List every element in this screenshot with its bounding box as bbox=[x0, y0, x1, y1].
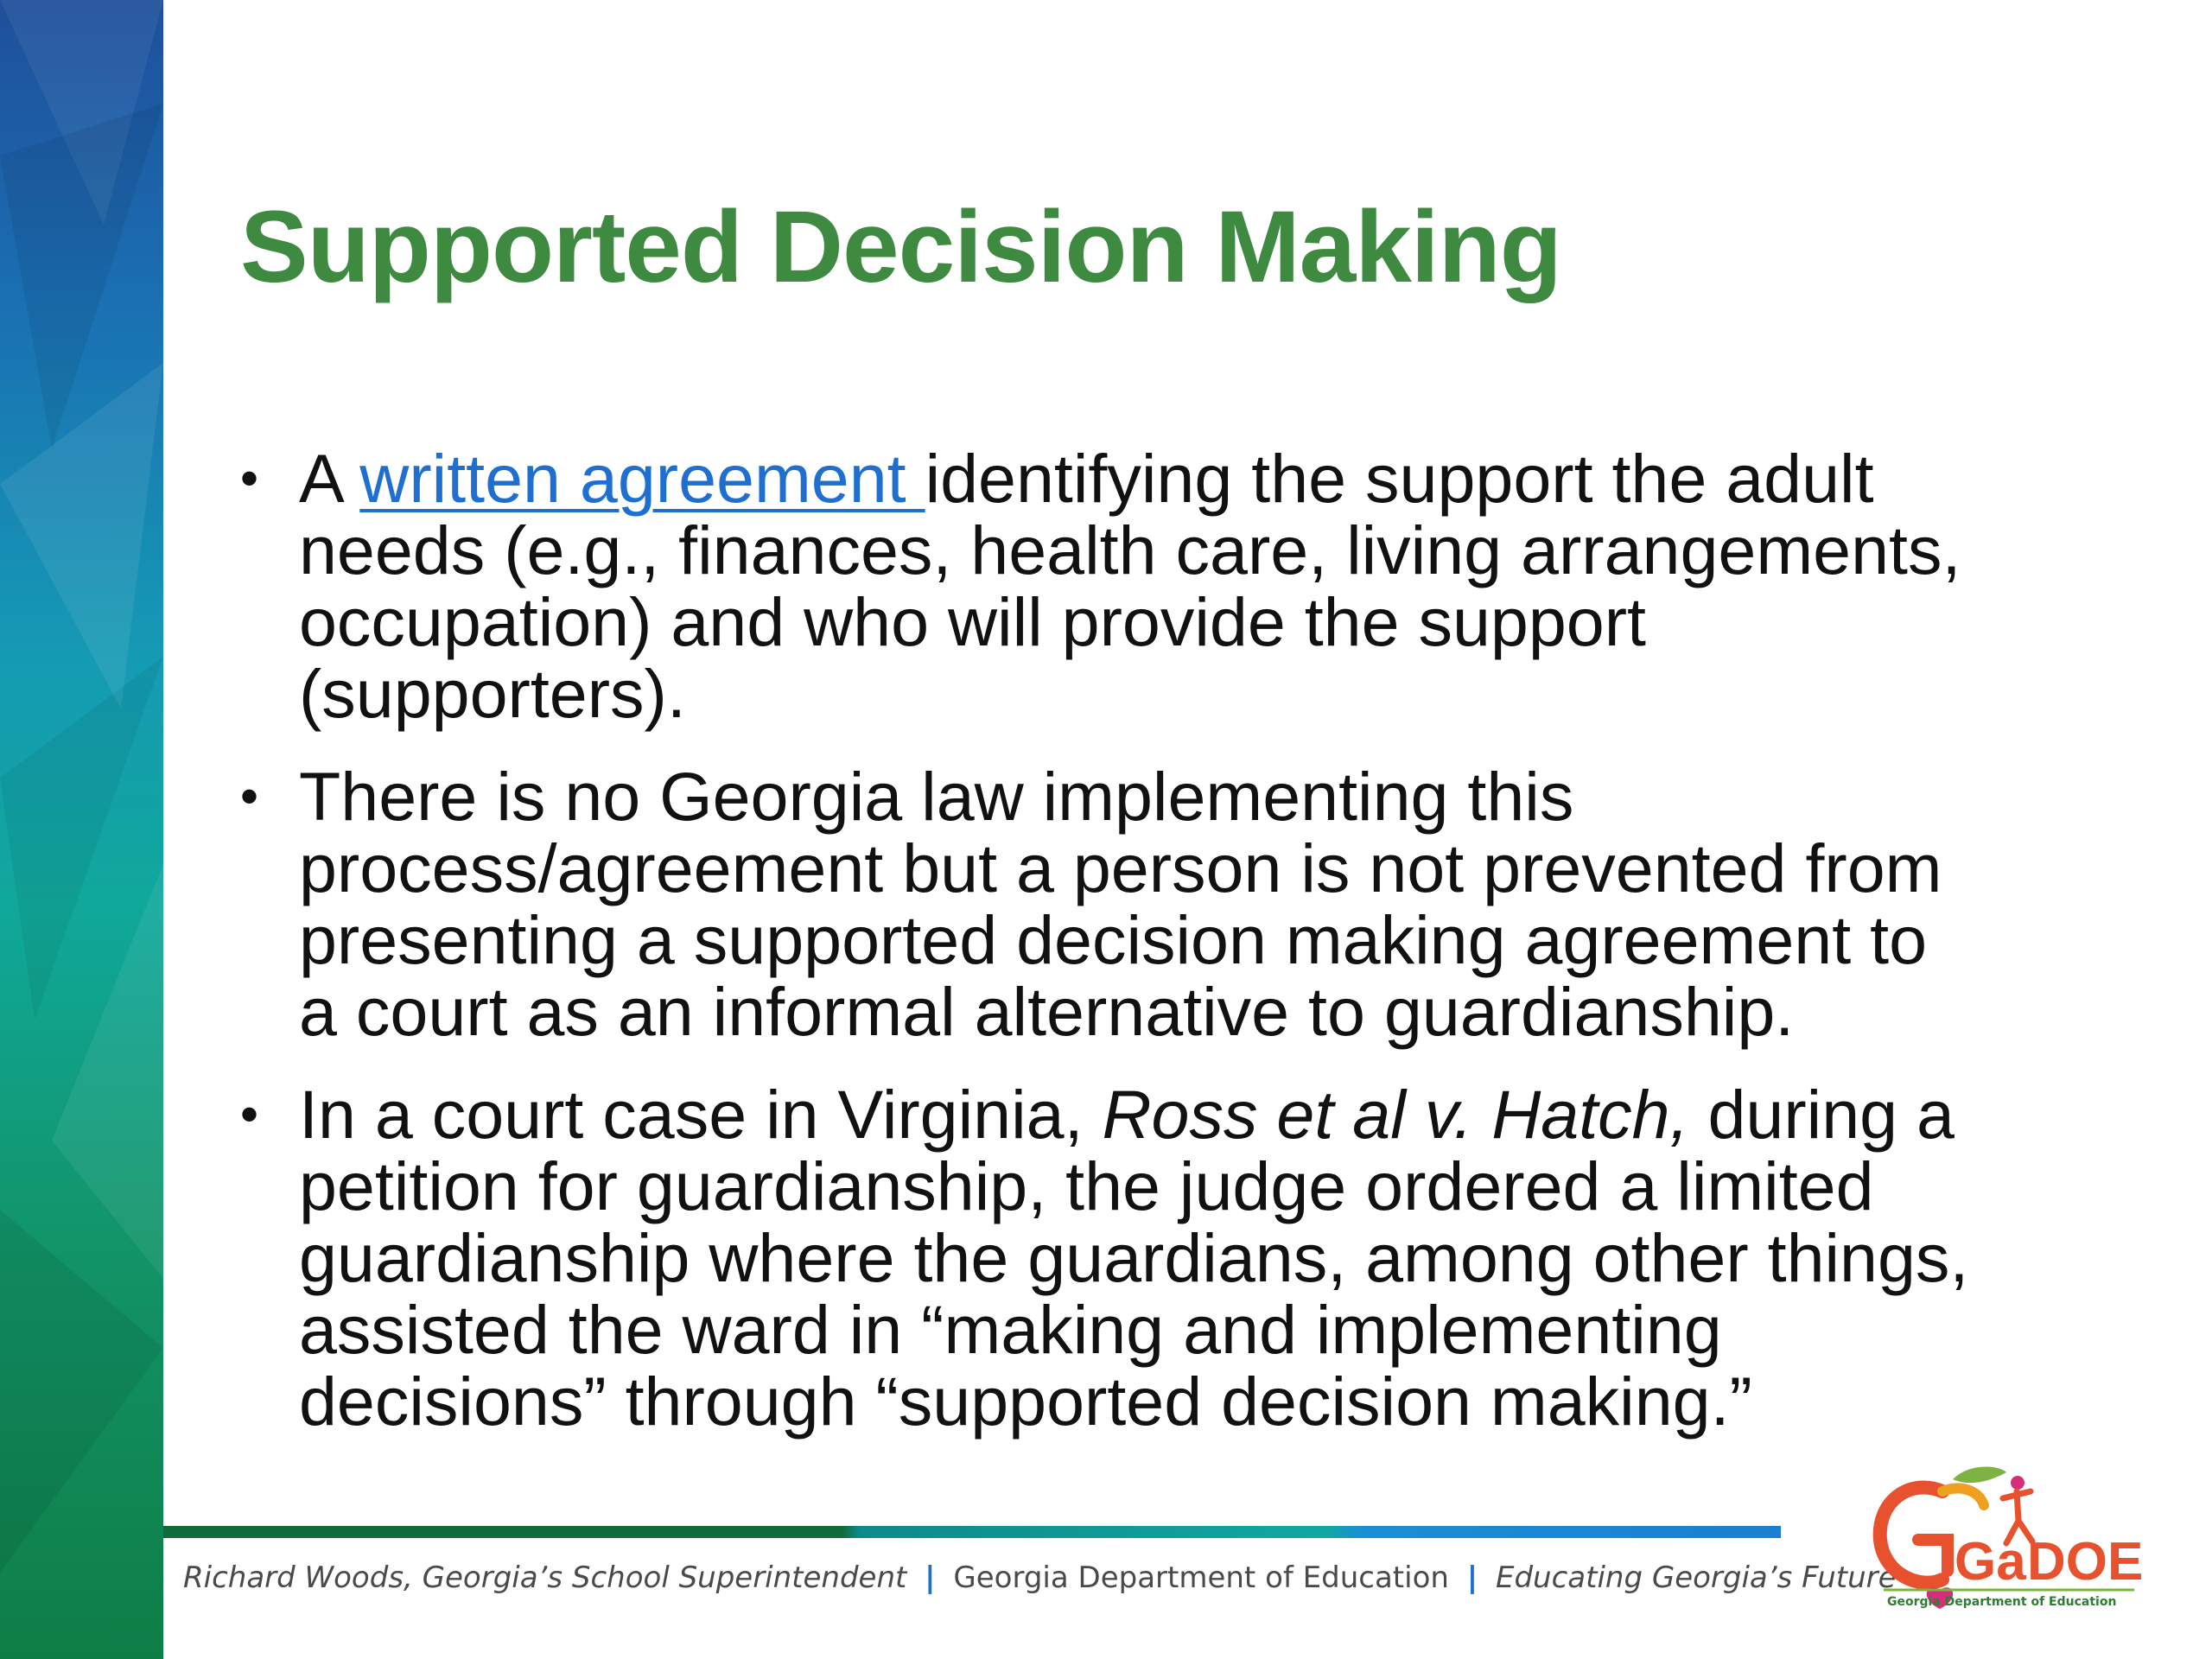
logo-doe-text: DOE bbox=[2027, 1532, 2143, 1592]
bullet-line: a court as an informal alternative to guardianship. bbox=[299, 973, 1795, 1050]
bullet-line bbox=[299, 1076, 2141, 1153]
bullet-georgia-law bbox=[240, 758, 2141, 1050]
bullet-line: petition for guardianship, the judge ordered a limited bbox=[299, 1147, 1874, 1224]
bullet-text: A bbox=[299, 440, 360, 517]
footer-separator: | bbox=[925, 1560, 936, 1595]
footer-department: Georgia Department of Education bbox=[953, 1560, 1449, 1595]
footer-superintendent: Richard Woods, Georgia’s School Superintendent bbox=[183, 1560, 907, 1595]
bullet-icon: • bbox=[240, 449, 259, 507]
bullet-text: during a bbox=[1688, 1076, 1955, 1153]
bullet-line: (supporters). bbox=[299, 655, 686, 732]
footer-divider bbox=[163, 1526, 1781, 1538]
bullet-line: assisted the ward in “making and implementing bbox=[299, 1291, 1722, 1368]
bullet-text: identifying the support the adult bbox=[925, 440, 1874, 517]
bullet-line: guardianship where the guardians, among other things, bbox=[299, 1219, 1969, 1296]
bullet-line: occupation) and who will provide the support bbox=[299, 583, 1646, 660]
bullet-virginia-case bbox=[240, 1076, 2141, 1440]
bullet-line: needs (e.g., finances, health care, living arrangements, bbox=[299, 512, 1961, 588]
bullet-icon: • bbox=[240, 767, 259, 825]
decorative-side-band bbox=[0, 0, 163, 1659]
bullet-line bbox=[299, 440, 2141, 517]
written-agreement-link[interactable]: written agreement bbox=[359, 440, 925, 517]
slide-title: Supported Decision Making bbox=[240, 190, 1561, 304]
footer-tagline: Educating Georgia’s Future bbox=[1495, 1560, 1897, 1595]
bullet-line: decisions” through “supported decision making.” bbox=[299, 1363, 1752, 1440]
footer-separator: | bbox=[1466, 1560, 1478, 1595]
logo-ga-text: Ga bbox=[1955, 1532, 2026, 1592]
bullet-text: In a court case in Virginia, bbox=[299, 1076, 1103, 1153]
case-name: Ross et al v. Hatch, bbox=[1102, 1076, 1689, 1153]
bullet-line: There is no Georgia law implementing this bbox=[299, 758, 1574, 835]
footer bbox=[183, 1560, 1897, 1595]
bullet-list bbox=[240, 442, 2141, 1468]
bullet-written-agreement bbox=[240, 440, 2141, 732]
bullet-line: process/agreement but a person is not prevented from bbox=[299, 830, 1942, 906]
gadoe-logo bbox=[1858, 1460, 2143, 1616]
logo-caption: Georgia Department of Education bbox=[1887, 1595, 2117, 1609]
bullet-icon: • bbox=[240, 1085, 259, 1143]
bullet-line: presenting a supported decision making agreement to bbox=[299, 901, 1928, 978]
